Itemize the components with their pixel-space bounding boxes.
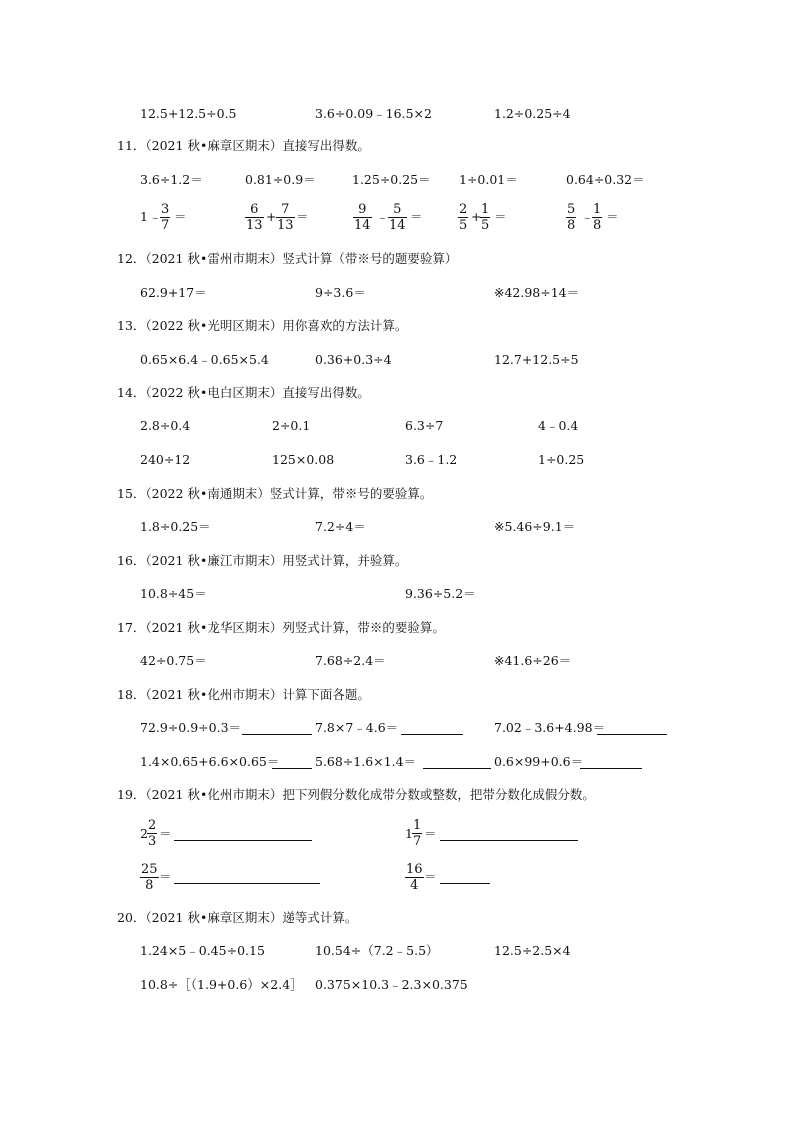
q11-f1-eq: ＝	[174, 209, 187, 224]
q12-item-2: 9÷3.6＝	[315, 285, 366, 300]
q17-item-3: ※41.6÷26＝	[494, 653, 572, 668]
question-16-title: 16．（2021 秋•廉江市期末）用竖式计算，并验算。	[117, 553, 408, 568]
numerator: 5	[393, 202, 402, 217]
q19-improper-2-fraction	[405, 862, 424, 893]
answer-blank[interactable]	[597, 733, 667, 735]
answer-blank[interactable]	[272, 767, 312, 769]
q19-mixed-2-fraction	[412, 818, 422, 849]
q20-item-2: 10.54÷（7.2﹣5.5）	[315, 943, 439, 958]
numerator: 2	[459, 202, 468, 217]
expr-r0-3: 1.2÷0.25÷4	[494, 106, 571, 121]
answer-blank[interactable]	[401, 733, 463, 735]
q15-item-3: ※5.46÷9.1＝	[494, 519, 576, 534]
q19-eq: ＝	[424, 826, 437, 841]
q11-f1-fraction	[160, 202, 170, 233]
numerator: 9	[358, 202, 367, 217]
q13-item-3: 12.7+12.5÷5	[494, 352, 579, 367]
q11-f5-fraction-a	[566, 202, 576, 233]
q18-item-2: 7.8×7﹣4.6＝	[315, 720, 399, 735]
q17-item-2: 7.68÷2.4＝	[315, 653, 386, 668]
q19-mixed-1-fraction	[147, 818, 157, 849]
q11-f4-plus: +	[471, 209, 482, 224]
q11-f1-one: 1	[140, 209, 148, 224]
expr-r0-1: 12.5+12.5÷0.5	[140, 106, 237, 121]
question-11-title: 11．（2021 秋•麻章区期末）直接写出得数。	[117, 138, 370, 153]
answer-blank[interactable]	[423, 767, 491, 769]
question-18-title: 18．（2021 秋•化州市期末）计算下面各题。	[117, 687, 370, 702]
q11-f5-fraction-b	[592, 202, 602, 233]
numerator: 5	[567, 202, 576, 217]
expr-r0-2: 3.6÷0.09﹣16.5×2	[315, 106, 432, 121]
answer-blank[interactable]	[580, 767, 642, 769]
q15-item-2: 7.2÷4＝	[315, 519, 366, 534]
denominator: 3	[148, 834, 157, 849]
numerator: 6	[250, 202, 259, 217]
denominator: 14	[354, 218, 371, 233]
question-19-title: 19．（2021 秋•化州市期末）把下列假分数化成带分数或整数，把带分数化成假分数。	[117, 787, 595, 802]
q11-item-5: 0.64÷0.32＝	[566, 172, 645, 187]
denominator: 13	[246, 218, 263, 233]
q18-item-1: 72.9÷0.9÷0.3＝	[140, 720, 242, 735]
q19-improper-1-fraction	[140, 862, 159, 893]
q11-f3-fraction-b	[388, 202, 407, 233]
q11-f2-eq: ＝	[296, 209, 309, 224]
numerator: 7	[281, 202, 290, 217]
denominator: 13	[277, 218, 294, 233]
q15-item-1: 1.8÷0.25＝	[140, 519, 211, 534]
q11-item-3: 1.25÷0.25＝	[352, 172, 431, 187]
q12-item-1: 62.9+17＝	[140, 285, 207, 300]
q11-f4-fraction-a	[458, 202, 468, 233]
answer-blank[interactable]	[440, 839, 578, 841]
numerator: 1	[413, 818, 422, 833]
denominator: 5	[481, 218, 490, 233]
q11-f5-eq: ＝	[606, 209, 619, 224]
numerator: 16	[406, 862, 423, 877]
denominator: 5	[459, 218, 468, 233]
numerator: 3	[161, 202, 170, 217]
q11-f4-fraction-b	[480, 202, 490, 233]
q11-f2-fraction-a	[245, 202, 264, 233]
denominator: 8	[567, 218, 576, 233]
denominator: 14	[389, 218, 406, 233]
numerator: 1	[481, 202, 490, 217]
answer-blank[interactable]	[174, 839, 312, 841]
q20-item-5: 0.375×10.3﹣2.3×0.375	[315, 977, 468, 992]
numerator: 1	[593, 202, 602, 217]
q18-item-3: 7.02﹣3.6+4.98＝	[494, 720, 606, 735]
denominator: 8	[593, 218, 602, 233]
q20-item-1: 1.24×5﹣0.45÷0.15	[140, 943, 265, 958]
q20-item-3: 12.5÷2.5×4	[494, 943, 571, 958]
denominator: 7	[161, 218, 170, 233]
denominator: 8	[140, 877, 159, 893]
q11-item-2: 0.81÷0.9＝	[245, 172, 316, 187]
q19-eq: ＝	[424, 869, 437, 884]
q14-item-5: 240÷12	[140, 452, 191, 467]
q14-item-7: 3.6﹣1.2	[405, 452, 458, 467]
q11-f3-eq: ＝	[410, 209, 423, 224]
q17-item-1: 42÷0.75＝	[140, 653, 207, 668]
answer-blank[interactable]	[440, 882, 490, 884]
q14-item-8: 1÷0.25	[538, 452, 585, 467]
question-17-title: 17．（2021 秋•龙华区期末）列竖式计算，带※的要验算。	[117, 620, 445, 635]
question-13-title: 13．（2022 秋•光明区期末）用你喜欢的方法计算。	[117, 318, 408, 333]
q18-item-4: 1.4×0.65+6.6×0.65＝	[140, 754, 280, 769]
question-20-title: 20．（2021 秋•麻章区期末）递等式计算。	[117, 910, 358, 925]
q11-f2-fraction-b	[276, 202, 295, 233]
q19-eq: ＝	[159, 869, 172, 884]
q14-item-6: 125×0.08	[272, 452, 335, 467]
q20-item-4: 10.8÷［（1.9+0.6）×2.4］	[140, 977, 303, 992]
q16-item-2: 9.36÷5.2＝	[405, 586, 476, 601]
denominator: 7	[413, 834, 422, 849]
q14-item-4: 4﹣0.4	[538, 418, 579, 433]
q18-item-5: 5.68÷1.6×1.4＝	[315, 754, 417, 769]
q13-item-2: 0.36+0.3÷4	[315, 352, 392, 367]
answer-blank[interactable]	[174, 882, 320, 884]
q14-item-3: 6.3÷7	[405, 418, 444, 433]
question-12-title: 12．（2021 秋•雷州市期末）竖式计算（带※号的题要验算）	[117, 251, 458, 266]
numerator: 2	[148, 818, 157, 833]
q19-mixed-2-whole: 1	[405, 826, 413, 841]
q11-f1-minus: ﹣	[149, 209, 162, 224]
q11-f5-minus: ﹣	[581, 209, 594, 224]
question-14-title: 14．（2022 秋•电白区期末）直接写出得数。	[117, 385, 370, 400]
q11-f3-minus: ﹣	[376, 209, 389, 224]
q18-item-6: 0.6×99+0.6＝	[494, 754, 584, 769]
q14-item-1: 2.8÷0.4	[140, 418, 191, 433]
q19-mixed-1-whole: 2	[140, 826, 148, 841]
q12-item-3: ※42.98÷14＝	[494, 285, 580, 300]
q13-item-1: 0.65×6.4﹣0.65×5.4	[140, 352, 269, 367]
q11-f4-eq: ＝	[494, 209, 507, 224]
q19-eq: ＝	[159, 826, 172, 841]
q11-item-1: 3.6÷1.2＝	[140, 172, 203, 187]
denominator: 4	[405, 877, 424, 893]
q11-f3-fraction-a	[353, 202, 372, 233]
q16-item-1: 10.8÷45＝	[140, 586, 207, 601]
question-15-title: 15．（2022 秋•南通期末）竖式计算，带※号的要验算。	[117, 486, 433, 501]
q14-item-2: 2÷0.1	[272, 418, 311, 433]
answer-blank[interactable]	[242, 733, 312, 735]
q11-f2-plus: +	[266, 209, 277, 224]
q11-item-4: 1÷0.01＝	[459, 172, 518, 187]
numerator: 25	[141, 862, 158, 877]
